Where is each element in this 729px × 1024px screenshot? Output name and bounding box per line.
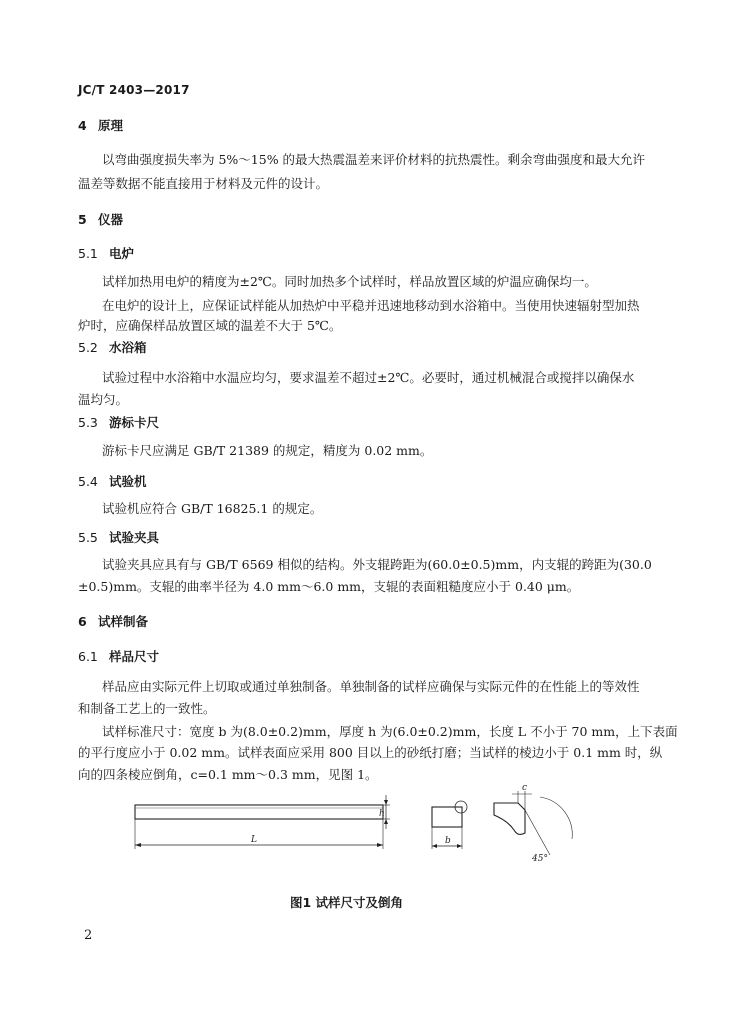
section-4-heading bbox=[78, 116, 123, 134]
subsection-5-1-heading bbox=[78, 244, 134, 262]
paragraph-line: 试验机应符合 GB/T 16825.1 的规定。 bbox=[102, 501, 323, 516]
section-title: 试样制备 bbox=[98, 614, 149, 629]
subsection-title: 游标卡尺 bbox=[109, 415, 160, 430]
figure-caption: 图1 试样尺寸及倒角 bbox=[290, 895, 404, 910]
label-c: c bbox=[522, 785, 528, 793]
standard-number: JC/T 2403—2017 bbox=[78, 83, 190, 97]
label-h: h bbox=[379, 809, 385, 819]
section-number: 6 bbox=[78, 614, 87, 629]
section-6-heading bbox=[78, 612, 148, 630]
subsection-5-4-heading bbox=[78, 472, 147, 490]
figure-1-specimen-drawing bbox=[120, 785, 590, 873]
paragraph-line: 游标卡尺应满足 GB/T 21389 的规定，精度为 0.02 mm。 bbox=[102, 443, 433, 458]
paragraph-line: 样品应由实际元件上切取或通过单独制备。单独制备的试样应确保与实际元件的在性能上的等效性 bbox=[102, 679, 640, 694]
subsection-5-2-heading bbox=[78, 338, 147, 356]
paragraph-line: 炉时，应确保样品放置区域的温差不大于 5℃。 bbox=[78, 318, 342, 333]
subsection-number: 5.1 bbox=[78, 246, 98, 261]
paragraph-line: 的平行度应小于 0.02 mm。试样表面应采用 800 目以上的砂纸打磨；当试样的棱边小于 0.1 mm 时，纵 bbox=[78, 745, 663, 760]
length-dimension bbox=[135, 819, 383, 849]
subsection-title: 电炉 bbox=[109, 246, 135, 261]
page-number: 2 bbox=[84, 928, 93, 943]
section-title: 仪器 bbox=[98, 212, 124, 227]
subsection-title: 试验机 bbox=[109, 474, 147, 489]
chamfer-detail bbox=[494, 791, 572, 855]
paragraph-line: 和制备工艺上的一致性。 bbox=[78, 701, 216, 716]
subsection-number: 5.5 bbox=[78, 530, 98, 545]
section-number: 5 bbox=[78, 212, 87, 227]
subsection-title: 水浴箱 bbox=[109, 340, 147, 355]
subsection-title: 样品尺寸 bbox=[109, 649, 160, 664]
subsection-title: 试验夹具 bbox=[109, 530, 160, 545]
label-angle: 45° bbox=[532, 854, 548, 864]
paragraph-line: ±0.5)mm。支辊的曲率半径为 4.0 mm～6.0 mm，支辊的表面粗糙度应小于 0.40 μm。 bbox=[78, 579, 580, 594]
subsection-5-5-heading bbox=[78, 528, 159, 546]
paragraph-line: 试样标准尺寸：宽度 b 为(8.0±0.2)mm，厚度 h 为(6.0±0.2)mm，长度 L 不小于 70 mm，上下表面 bbox=[102, 724, 678, 739]
subsection-6-1-heading bbox=[78, 647, 159, 665]
section-title: 原理 bbox=[98, 118, 124, 133]
specimen-bar bbox=[135, 805, 383, 819]
section-5-heading bbox=[78, 210, 123, 228]
subsection-number: 5.4 bbox=[78, 474, 98, 489]
label-L: L bbox=[251, 835, 257, 845]
paragraph-line: 向的四条棱应倒角，c=0.1 mm～0.3 mm，见图 1。 bbox=[78, 767, 378, 782]
subsection-5-3-heading bbox=[78, 413, 159, 431]
subsection-number: 5.2 bbox=[78, 340, 98, 355]
subsection-number: 5.3 bbox=[78, 415, 98, 430]
paragraph-line: 试样加热用电炉的精度为±2℃。同时加热多个试样时，样品放置区域的炉温应确保均一。 bbox=[102, 274, 597, 289]
label-b: b bbox=[445, 836, 451, 846]
paragraph-line: 试验过程中水浴箱中水温应均匀，要求温差不超过±2℃。必要时，通过机械混合或搅拌以确保水 bbox=[102, 370, 635, 385]
paragraph-line: 试验夹具应具有与 GB/T 6569 相似的结构。外支辊跨距为(60.0±0.5)mm，内支辊的跨距为(30.0 bbox=[102, 557, 652, 572]
paragraph-line: 温差等数据不能直接用于材料及元件的设计。 bbox=[78, 176, 329, 191]
paragraph-line: 温均匀。 bbox=[78, 392, 129, 407]
subsection-number: 6.1 bbox=[78, 649, 98, 664]
paragraph-line: 在电炉的设计上，应保证试样能从加热炉中平稳并迅速地移动到水浴箱中。当使用快速辐射型加热 bbox=[102, 298, 640, 313]
paragraph-line: 以弯曲强度损失率为 5%～15% 的最大热震温差来评价材料的抗热震性。剩余弯曲强度和最大允许 bbox=[102, 152, 646, 167]
section-number: 4 bbox=[78, 118, 87, 133]
